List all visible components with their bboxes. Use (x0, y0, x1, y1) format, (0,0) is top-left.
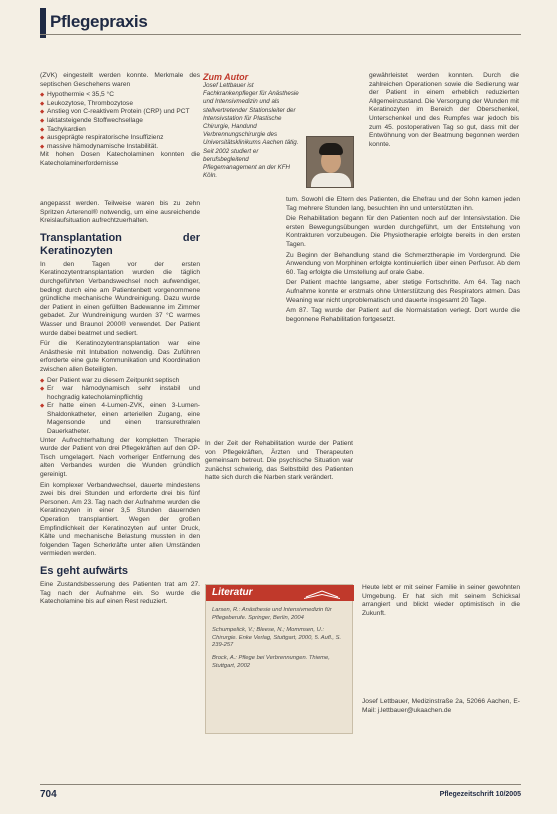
literature-list (212, 607, 350, 675)
header-divider (40, 34, 521, 35)
paragraph: Zu Beginn der Behandlung stand die Schmerztherapie im Vordergrund. Die Anwendung von Morphinen erfolgte kontinuierlich über einen Perfusor. Ab dem 60. Tag erfolgte die Umstellung auf orale Gabe. (286, 251, 520, 276)
literature-box (205, 584, 353, 734)
photo-hair-shape (319, 143, 343, 155)
literature-entry: Brock, A.: Pflege bei Verbrennungen. Thieme, Stuttgart, 2002 (212, 654, 330, 669)
paragraph: Am 87. Tag wurde der Patient auf die Normalstation verlegt. Dort wurde die begonnene Rehabilitation fortgesetzt. (286, 307, 520, 323)
column-1-intro: (ZVK) eingestellt werden konnte. Merkmale des septischen Geschehens waren (40, 72, 200, 88)
author-heading: Zum Autor (203, 72, 249, 82)
paragraph: Ein komplexer Verbandwechsel, dauerte mindestens zwei bis drei Stunden und erforderte drei bis fünf Personen. Am 23. Tag nach der Aufnahme wurden die Keratinozyten in einer 3,5 Stunden dauernden Operation transplantiert. Wegen der großen Empfindlichkeit der Keratinozyten auf unter Druck, Kälte und mechanische Belastung mussten in den folgenden Tagen Scherkräfte unter allen Umständen vermieden werden. (40, 481, 200, 558)
literature-title: Literatur (212, 587, 253, 598)
bullet-item: ◆ Hypothermie < 35,5 °C (40, 91, 200, 100)
literature-header (206, 585, 354, 601)
column-1-main (40, 200, 200, 609)
column-1-lead: angepasst werden. Teilweise waren bis zu zehn Spritzen Arterenol® notwendig, um eine ausreichende Kreislaufsituation aufrechtzuerhalten. (40, 200, 200, 225)
literature-entry: Larsen, R.: Anästhesie und Intensivmedizin für Pflegeberufe. Springer, Berlin, 2004 (212, 607, 332, 621)
section-heading-progress: Es geht aufwärts (40, 564, 129, 577)
bullet-item: ◆ Leukozytose, Thrombozytose (40, 100, 200, 109)
author-address: Josef Lettbauer, Medizinstraße 2a, 52066 Aachen, E-Mail: j.lettbauer@ukaachen.de (362, 698, 520, 714)
paragraph: Unter Aufrechterhaltung der kompletten Therapie wurde der Patient von drei Pflegekräften auf den OP-Tisch umgelagert. Nach vorheriger Entfernung des alten Verbandes wurden die Wunden gründlich gereinigt. (40, 436, 200, 479)
paragraph: Die Rehabilitation begann für den Patienten noch auf der Intensivstation. Die ersten Bewegungsübungen wurden durchgeführt, um der Entstehung von Kontrakturen vorzubeugen. Die Physiotherapie erfolgte bereits in den ersten Tagen. (286, 215, 520, 248)
column-2-text: gewährleistet werden konnten. Durch die zahlreichen Operationen sowie die Sedierung war der Patient in einem erheblich reduzierten Allgemeinzustand. Die Versorgung der Wunden mit Keratinozyten im Bereich der Oberschenkel, Unterschenkel und des Rumpfes war jedoch bis zum 45. postoperativen Tag so gut, dass mit der Entwöhnung von der Beatmung begonnen werden konnte. (369, 72, 519, 148)
paragraph: In der Zeit der Rehabilitation wurde der Patient von Pflegekräften, Ärzten und Therapeuten gemeinsam betreut. Die psychische Situation war zunächst schwierig, das Selbstbild des Patienten hatte sich durch die Narben stark verändert. (205, 440, 353, 482)
paragraph: Eine Zustandsbesserung des Patienten trat am 27. Tag nach der Aufnahme ein. So wurde die Katecholamine bis auf einen Rest reduziert. (40, 580, 200, 606)
column-middle-lower (205, 440, 353, 485)
bullet-item: ◆ Er war hämodynamisch sehr instabil und hochgradig katecholaminpflichtig (40, 385, 200, 402)
bullet-item: ◆ ausgeprägte respiratorische Insuffizienz (40, 134, 200, 143)
paragraph: Für die Keratinozytentransplantation war eine Anästhesie mit Intubation notwendig. Das Zuführen erforderte eine gute Kommunikation und Koordination zwischen allen Beteiligten. (40, 340, 200, 373)
column-right-main (286, 196, 520, 326)
photo-body-shape (311, 173, 351, 188)
bullet-item: ◆ Er hatte einen 4-Lumen-ZVK, einen 3-Lumen-Shaldonkatheter, einen arteriellen Zugang, eine Magensonde und einen transurethralen Dauerkatheter. (40, 402, 200, 436)
author-box (203, 72, 363, 192)
column-1-top (40, 72, 200, 171)
bullet-item: ◆ Der Patient war zu diesem Zeitpunkt septisch (40, 377, 200, 386)
paragraph: Der Patient machte langsame, aber stetige Fortschritte. Am 64. Tag nach Aufnahme konnte er erstmals ohne Unterstützung des Respirators atmen. Das Weaning war nicht unproblematisch und dauerte insgesamt 20 Tage. (286, 279, 520, 304)
section-heading-transplantation: Transplantation der Keratinozyten (40, 231, 200, 257)
journal-name: Pflegezeitschrift 10/2005 (439, 791, 521, 798)
column-2-top (369, 72, 519, 151)
bullet-item: ◆ Anstieg von C-reaktivem Protein (CRP) und PCT (40, 108, 200, 117)
column-right-lower (362, 584, 520, 718)
author-bio: Josef Lettbauer ist Fachkrankenpfleger für Anästhesie und Intensivmedizin und als stellvertretender Stationsleiter der Intensivstation für Plastische Chirurgie, Handund Verbrennungschirurgie des Universitätsklinikums Aachen tätig. Seit 2002 studiert er berufsbegleitend Pflegemanagement an der KFH Köln. (203, 82, 299, 180)
book-icon (302, 588, 342, 600)
paragraph: tum. Sowohl die Eltern des Patienten, die Ehefrau und der Sohn kamen jeden Tag mehrere Stunden lang, besuchten ihn und unterstützten ihn. (286, 196, 520, 212)
literature-entry: Schumpelick, V.; Bleese, N.; Mommsen, U.: Chirurgie. Enke Verlag, Stuttgart, 2000, 5. Aufl., S. 239-257 (212, 627, 342, 649)
bullet-item: ◆ Tachykardien (40, 126, 200, 135)
footer-divider (40, 784, 521, 785)
bullet-item: ◆ laktatsteigende Stoffwechsellage (40, 117, 200, 126)
bullet-item: ◆ massive hämodynamische Instabilität. (40, 143, 200, 152)
section-title: Pflegepraxis (50, 12, 148, 31)
column-1-closing: Mit hohen Dosen Katecholaminen konnten die Katecholaminerfordernisse (40, 151, 200, 167)
page-number: 704 (40, 789, 57, 800)
paragraph: In den Tagen vor der ersten Keratinozytentransplantation wurden die täglich durchgeführten Verbandswechsel noch aufwendiger, bedingt durch eine am Patientenbett vorgenommene gründliche mechanische Wundreinigung. Dazu wurde der Patient in einen gefüllten Badewanne im Zimmer gebadet. Zur Wundreinigung wurden 37 °C warmes Wasser und Braunol 2000® verwendet. Der Patient wurde dabei beatmet und sediert. (40, 260, 200, 337)
author-photo (306, 136, 354, 188)
paragraph: Heute lebt er mit seiner Familie in seiner gewohnten Umgebung. Er hat sich mit seinem Schicksal arrangiert und blickt wieder optimistisch in die Zukunft. (362, 584, 520, 617)
